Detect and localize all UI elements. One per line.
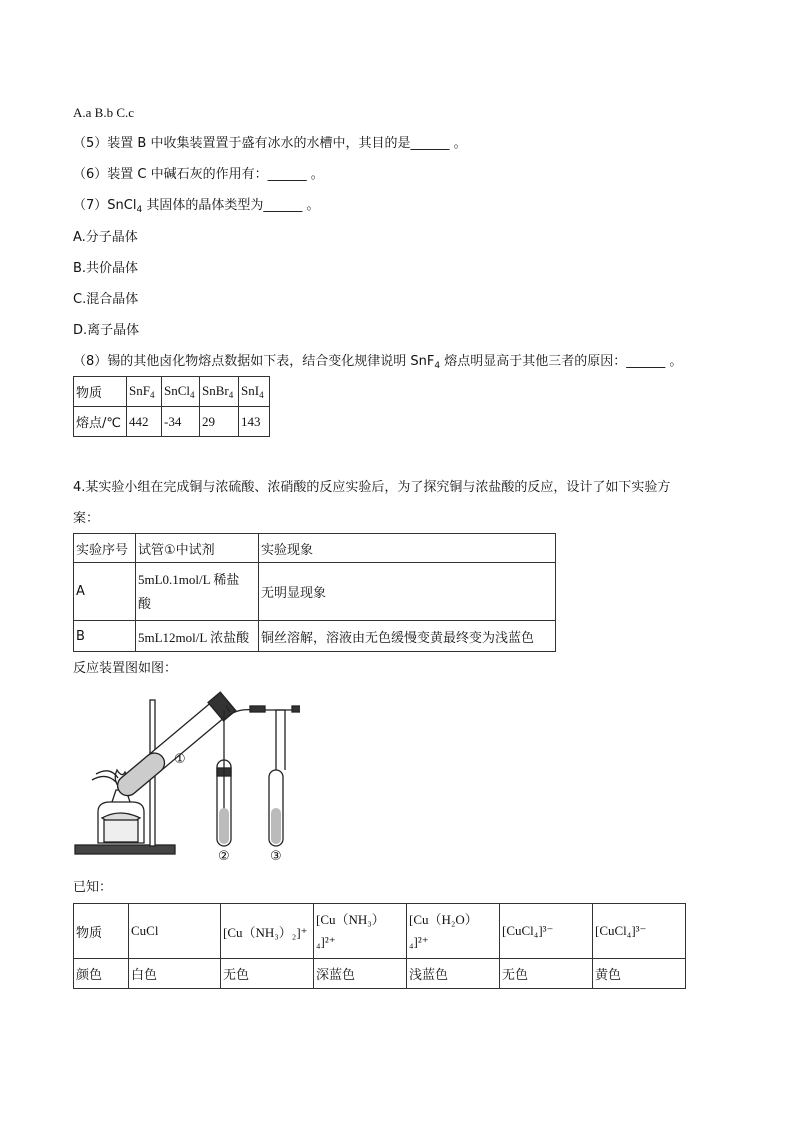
known-c1: CuCl xyxy=(129,904,221,959)
question-7 xyxy=(73,197,319,219)
col-snf4: SnF$_4$ xyxy=(127,377,162,407)
option-a: A.分子晶体 xyxy=(73,230,138,245)
apparatus-diagram xyxy=(70,690,300,865)
experiment-table xyxy=(73,533,556,652)
col-snbr4: SnBr$_4$ xyxy=(200,377,239,407)
question-4-line2: 案： xyxy=(73,511,100,526)
known-caption: 已知： xyxy=(73,880,113,895)
known-c4: [Cu（H₂O） ₄]²⁺ xyxy=(407,904,500,959)
known-c3: [Cu（NH₃） ₄]²⁺ xyxy=(314,904,407,959)
value-snbr4: 29 xyxy=(200,407,239,437)
row-b-id: B xyxy=(74,621,136,652)
question-6: （6）装置 C 中碱石灰的作用有：______ 。 xyxy=(73,167,324,182)
header-id: 实验序号 xyxy=(74,534,136,563)
value-sncl4: -34 xyxy=(162,407,200,437)
label-2: ② xyxy=(218,849,230,864)
label-3: ③ xyxy=(270,849,282,864)
table-row xyxy=(74,377,270,407)
table-row xyxy=(74,959,686,989)
apparatus-caption: 反应装置图如图： xyxy=(73,661,178,676)
known-c6: [CuCl₄]³⁻ xyxy=(593,904,686,959)
q8-prefix: （8）锡的其他卤化物熔点数据如下表，结合变化规律说明 SnF xyxy=(73,354,435,369)
question-8 xyxy=(73,353,682,375)
known-row1-label: 物质 xyxy=(74,904,129,959)
known-c6-color: 黄色 xyxy=(593,959,686,989)
known-table xyxy=(73,903,686,989)
q8-sub: 4 xyxy=(434,361,441,371)
value-snf4: 442 xyxy=(127,407,162,437)
label-1: ① xyxy=(174,752,186,767)
table-row xyxy=(74,621,556,652)
q7-prefix: （7）SnCl xyxy=(73,198,137,213)
header-reagent: 试管①中试剂 xyxy=(136,534,259,563)
row-label: 熔点/℃ xyxy=(74,407,127,437)
options-line-abc: A.a B.b C.c xyxy=(73,105,135,120)
header-phenomenon: 实验现象 xyxy=(259,534,556,563)
row-a-id: A xyxy=(74,563,136,621)
known-row2-label: 颜色 xyxy=(74,959,129,989)
row-a-reagent: 5mL0.1mol/L 稀盐 酸 xyxy=(136,563,259,621)
value-sni4: 143 xyxy=(239,407,270,437)
known-c5-color: 无色 xyxy=(500,959,593,989)
known-c2: [Cu（NH₃）₂]⁺ xyxy=(221,904,314,959)
known-c1-color: 白色 xyxy=(129,959,221,989)
col-sncl4: SnCl$_4$ xyxy=(162,377,200,407)
option-c: C.混合晶体 xyxy=(73,292,139,307)
row-a-phenomenon: 无明显现象 xyxy=(259,563,556,621)
col-sni4: SnI$_4$ xyxy=(239,377,270,407)
table-row xyxy=(74,904,686,959)
q7-suffix: 其固体的晶体类型为______ 。 xyxy=(142,198,320,213)
known-c4-color: 浅蓝色 xyxy=(407,959,500,989)
table-row xyxy=(74,407,270,437)
question-5: （5）装置 B 中收集装置置于盛有冰水的水槽中，其目的是______ 。 xyxy=(73,136,467,151)
option-b: B.共价晶体 xyxy=(73,261,139,276)
known-c5: [CuCl₄]³⁻ xyxy=(500,904,593,959)
known-c3-color: 深蓝色 xyxy=(314,959,407,989)
question-4-line1: 4.某实验小组在完成铜与浓硫酸、浓硝酸的反应实验后，为了探究铜与浓盐酸的反应，设计了如下实验方 xyxy=(73,480,671,495)
table-row xyxy=(74,534,556,563)
melting-point-table xyxy=(73,376,270,437)
row-b-reagent: 5mL12mol/L 浓盐酸 xyxy=(136,621,259,652)
row-b-phenomenon: 铜丝溶解，溶液由无色缓慢变黄最终变为浅蓝色 xyxy=(259,621,556,652)
q8-suffix: 熔点明显高于其他三者的原因：______ 。 xyxy=(440,354,683,369)
known-c2-color: 无色 xyxy=(221,959,314,989)
table-row xyxy=(74,563,556,621)
option-d: D.离子晶体 xyxy=(73,323,140,338)
q7-sub: 4 xyxy=(136,205,143,215)
header-label: 物质 xyxy=(74,377,127,407)
